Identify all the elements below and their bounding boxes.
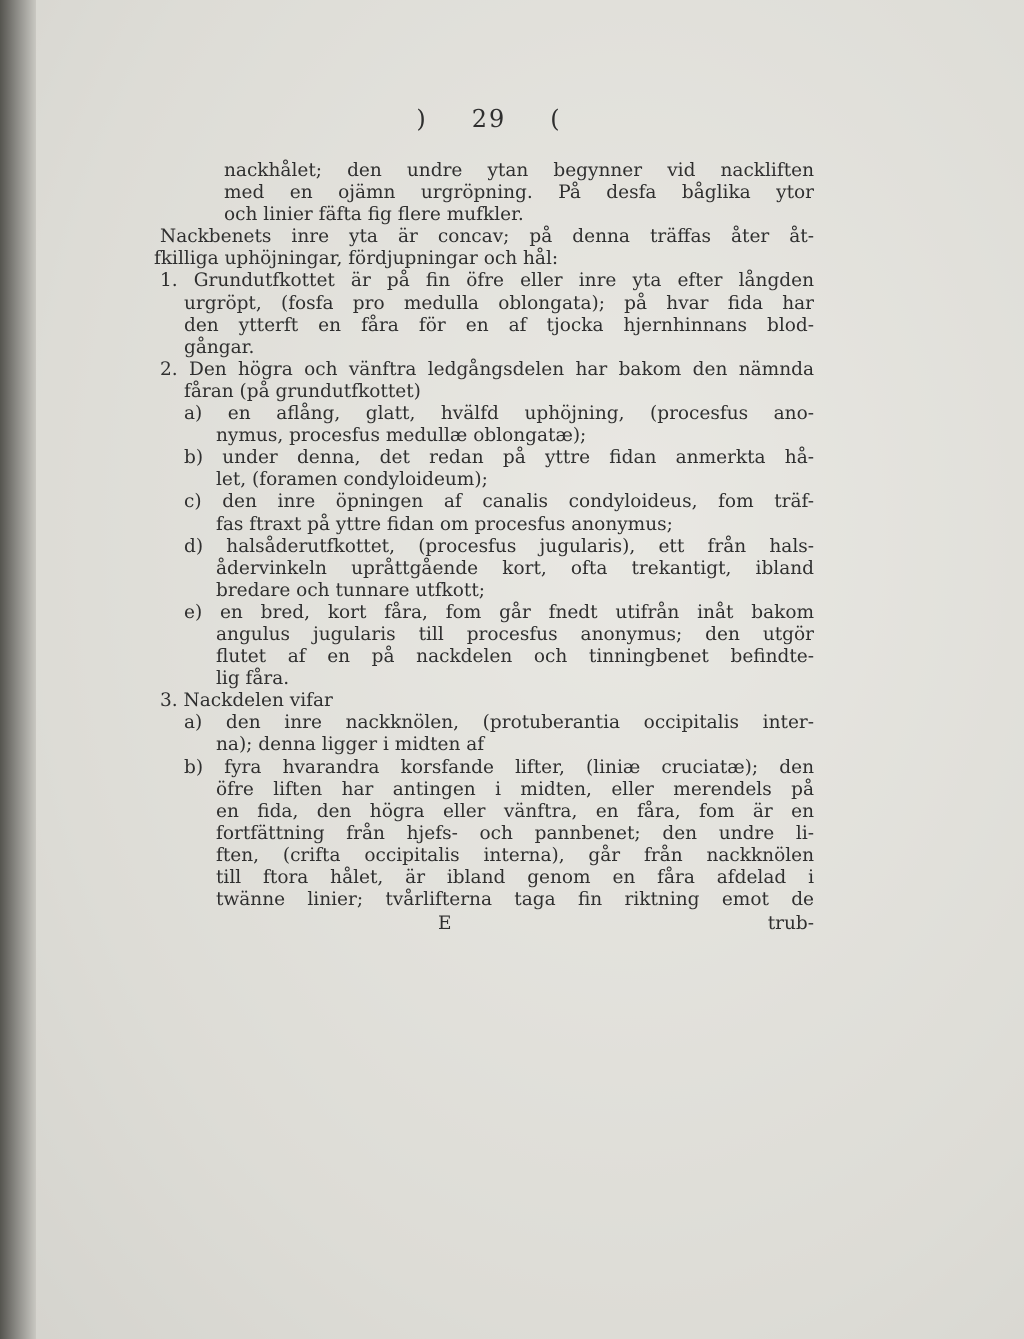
text-line: fkilliga uphöjningar, fördjupningar och hål:: [154, 248, 559, 270]
text-line: angulus jugularis till procesfus anonymus; den utgör: [216, 623, 814, 645]
text-line: öfre liften har antingen i midten, eller merendels på: [216, 778, 814, 800]
text-line: twänne linier; tvårlifterna taga fin riktning emot de: [216, 889, 814, 911]
signature-mark: E: [438, 913, 452, 935]
text-line: fortfättning från hjefs- och pannbenet; den undre li-: [216, 822, 814, 844]
catchword: trub-: [767, 913, 814, 935]
text-line: lig fåra.: [216, 668, 290, 690]
text-line: och linier fäfta fig flere mufkler.: [224, 204, 524, 226]
text-line: 3. Nackdelen vifar: [160, 690, 333, 712]
text-line: ften, (crifta occipitalis interna), går från nackknölen: [216, 844, 814, 866]
text-line: na); denna ligger i midten af: [216, 734, 485, 756]
text-line: c) den inre öpningen af canalis condyloideus, fom träf-: [184, 491, 814, 513]
text-line: b) under denna, det redan på yttre fidan anmerkta hå-: [184, 447, 814, 469]
header-right-bracket: (: [550, 105, 562, 133]
text-line: Nackbenets inre yta är concav; på denna träffas åter åt-: [160, 226, 814, 248]
text-line: let, (foramen condyloideum);: [216, 469, 488, 491]
text-line: urgröpt, (fosfa pro medulla oblongata); på hvar fida har: [184, 292, 814, 314]
text-line: 2. Den högra och vänftra ledgångsdelen har bakom den nämnda: [160, 358, 814, 380]
text-line: den ytterft en fåra för en af tjocka hjernhinnans blod-: [184, 314, 814, 336]
text-line: fas ftraxt på yttre fidan om procesfus anonymus;: [216, 513, 673, 535]
header-left-bracket: ): [416, 105, 428, 133]
text-line: gångar.: [184, 336, 255, 358]
text-line: a) en aflång, glatt, hvälfd uphöjning, (procesfus ano-: [184, 403, 814, 425]
book-gutter: [0, 0, 36, 1339]
text-line: bredare och tunnare utfkott;: [216, 579, 485, 601]
text-line: ådervinkeln upråttgående kort, ofta trekantigt, ibland: [216, 557, 814, 579]
body-text: [154, 160, 814, 911]
text-line: e) en bred, kort fåra, fom går fnedt utifrån inåt bakom: [184, 601, 814, 623]
text-line: a) den inre nackknölen, (protuberantia occipitalis inter-: [184, 712, 814, 734]
text-line: d) halsåderutfkottet, (procesfus jugularis), ett från hals-: [184, 535, 814, 557]
page-header: [154, 104, 814, 134]
text-line: till ftora hålet, är ibland genom en fåra afdelad i: [216, 867, 814, 888]
page-footer: [154, 913, 814, 935]
text-line: flutet af en på nackdelen och tinningbenet befindte-: [216, 646, 814, 668]
text-line: 1. Grundutfkottet är på fin öfre eller inre yta efter långden: [160, 270, 814, 292]
text-line: nackhålet; den undre ytan begynner vid nackliften: [224, 160, 814, 181]
text-line: en fida, den högra eller vänftra, en fåra, fom är en: [216, 800, 814, 822]
page-text: [154, 104, 814, 935]
text-line: nymus, procesfus medullæ oblongatæ);: [216, 425, 587, 447]
text-line: b) fyra hvarandra korsfande lifter, (liniæ cruciatæ); den: [184, 756, 814, 778]
page-number: 29: [471, 105, 507, 133]
text-line: fåran (på grundutfkottet): [184, 380, 421, 402]
text-line: med en ojämn urgröpning. På desfa båglika ytor: [224, 182, 814, 204]
